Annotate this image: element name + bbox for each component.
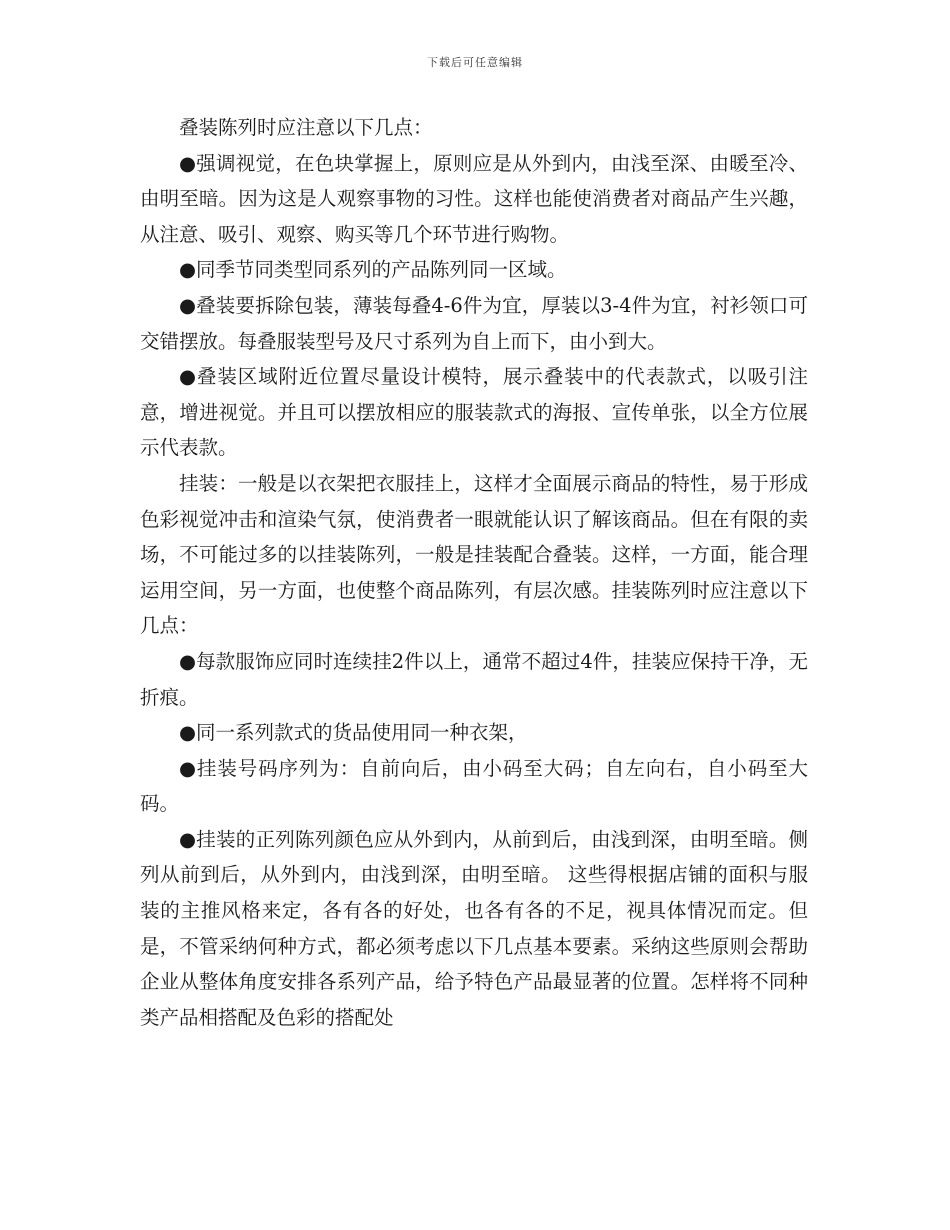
paragraph-size-order: ●挂装号码序列为：自前向后，由小码至大码；自左向右，自小码至大码。 (140, 756, 808, 816)
paragraph-same-hanger: ●同一系列款式的货品使用同一种衣架， (179, 721, 528, 745)
paragraph-same-season: ●同季节同类型同系列的产品陈列同一区域。 (179, 258, 567, 282)
page-header: 下载后可任意编辑 (427, 56, 523, 69)
paragraph-color-order: ●挂装的正列陈列颜色应从外到内，从前到后，由浅到深，由明至暗。侧列从前到后，从外到内，由浅到深，由明至暗。 这些得根据店铺的面积与服装的主推风格来定，各有各的好处，也各有各的不足，视具体情况而定。但是，不管采纳何种方式，都必须考虑以下几点基本要素。采纳这些原则会帮助企业从整体角度安排各系列产品，给予特色产品最显著的位置。怎样将不同种类产品相搭配及色彩的搭配处 (140, 827, 808, 1029)
paragraph-remove-packaging: ●叠装要拆除包装，薄装每叠4-6件为宜，厚装以3-4件为宜，衬衫领口可交错摆放。每叠服装型号及尺寸系列为自上而下，由小到大。 (140, 293, 808, 353)
paragraph-hanging-intro: 挂装：一般是以衣架把衣服挂上，这样才全面展示商品的特性，易于形成色彩视觉冲击和渲染气氛，使消费者一眼就能认识了解该商品。但在有限的卖场，不可能过多的以挂装陈列，一般是挂装配合叠装。这样，一方面，能合理运用空间，另一方面，也使整个商品陈列，有层次感。挂装陈列时应注意以下几点： (140, 471, 808, 638)
paragraph-hang-count: ●每款服饰应同时连续挂2件以上，通常不超过4件，挂装应保持干净，无折痕。 (140, 649, 808, 709)
document-body (140, 110, 808, 1035)
paragraph-stacked-intro: 叠装陈列时应注意以下几点： (179, 116, 433, 139)
paragraph-visual-emphasis: ●强调视觉，在色块掌握上，原则应是从外到内，由浅至深、由暖至冷、由明至暗。因为这是人观察事物的习性。这样也能使消费者对商品产生兴趣，从注意、吸引、观察、购买等几个环节进行购物。 (140, 151, 808, 246)
paragraph-mannequin: ●叠装区域附近位置尽量设计模特，展示叠装中的代表款式，以吸引注意，增进视觉。并且可以摆放相应的服装款式的海报、宣传单张，以全方位展示代表款。 (140, 365, 808, 460)
